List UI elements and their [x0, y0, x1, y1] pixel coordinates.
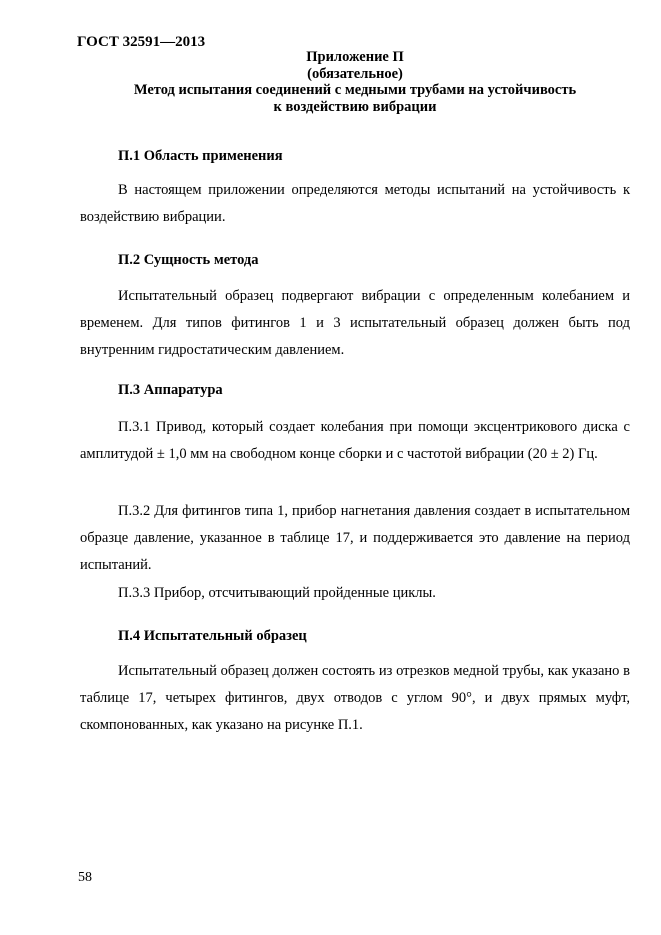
standard-code: ГОСТ 32591—2013 — [77, 34, 206, 50]
section-p2-heading: П.2 Сущность метода — [118, 252, 259, 268]
section-p1-heading: П.1 Область применения — [118, 148, 283, 164]
appendix-subtitle-line-1: Метод испытания соединений с медными трубами на устойчивость — [133, 82, 577, 98]
appendix-subtitle-line-2: к воздействию вибрации — [273, 98, 437, 115]
appendix-status: (обязательное) — [307, 65, 403, 82]
appendix-title-block — [80, 49, 630, 115]
section-p1-text: В настоящем приложении определяются методы испытаний на устойчивость к воздействию вибрации. — [80, 182, 630, 225]
section-p4-text: Испытательный образец должен состоять из отрезков медной трубы, как указано в таблице 17, четырех фитингов, двух отводов с углом 90°, и двух прямых муфт, скомпонованных, как указано на рисунке П.1. — [80, 663, 630, 733]
section-p4-heading: П.4 Испытательный образец — [118, 628, 307, 644]
section-p3-item-2: П.3.2 Для фитингов типа 1, прибор нагнетания давления создает в испытательном образце давление, указанное в таблице 17, и поддерживается это давление на период испытаний. — [80, 503, 630, 573]
section-p3-item-3: П.3.3 Прибор, отсчитывающий пройденные циклы. — [118, 585, 436, 601]
appendix-title: Приложение П — [306, 49, 404, 65]
section-p3-item-1: П.3.1 Привод, который создает колебания при помощи эксцентрикового диска с амплитудой ± 1,0 мм на свободном конце сборки и с частотой вибрации (20 ± 2) Гц. — [80, 419, 630, 462]
section-p3-heading: П.3 Аппаратура — [118, 382, 223, 398]
section-p2-text: Испытательный образец подвергают вибрации с определенным колебанием и временем. Для типов фитингов 1 и 3 испытательный образец должен быть под внутренним гидростатическим давлением. — [80, 288, 630, 358]
page-number: 58 — [78, 870, 92, 885]
